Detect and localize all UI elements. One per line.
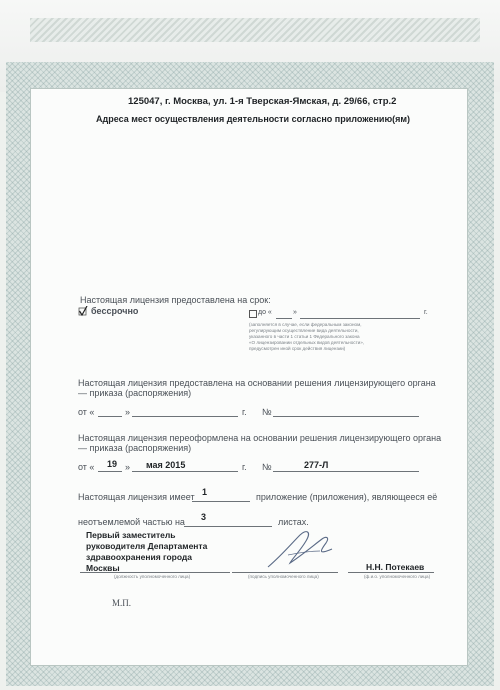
reissue-line2: — приказа (распоряжения) xyxy=(78,443,192,453)
signatory-name: Н.Н. Потекаев xyxy=(366,562,425,572)
reissue-number: 277-Л xyxy=(304,460,329,470)
name-line xyxy=(348,572,434,573)
reissue-day: 19 xyxy=(107,459,118,469)
caption-position: (должность уполномоченного лица) xyxy=(114,574,191,579)
signatory-position-2: руководителя Департамента xyxy=(86,541,208,551)
appendix-text-after: приложение (приложения), являющееся её xyxy=(256,492,438,502)
term-year-suffix: г. xyxy=(424,309,428,316)
term-until-prefix: до « xyxy=(258,309,272,316)
reissue-month-year: мая 2015 xyxy=(146,460,186,470)
stamp-place: М.П. xyxy=(112,598,132,608)
signatory-position-3: здравоохранения города xyxy=(86,552,193,562)
basis-quote-close: » xyxy=(125,407,131,417)
term-note-1: (заполняется в случае, если федеральным законом, xyxy=(249,322,362,327)
reissue-quote-close: » xyxy=(125,462,131,472)
basis-line1: Настоящая лицензия предоставлена на основании решения лицензирующего органа xyxy=(78,378,436,388)
term-note-2: регулирующим осуществление вида деятельности, xyxy=(249,328,359,333)
term-quote-close: » xyxy=(293,309,297,316)
basis-number-line xyxy=(273,416,419,417)
appendix-line2-before: неотъемлемой частью на xyxy=(78,517,185,527)
term-note-3: указанного в части 1 статьи 1 Федерального закона xyxy=(249,334,360,339)
reissue-month-line xyxy=(132,471,238,472)
caption-name: (ф.и.о. уполномоченного лица) xyxy=(364,574,431,579)
appendix-count: 1 xyxy=(202,487,208,497)
term-note-5: предусмотрен иной срок действия лицензии) xyxy=(249,346,346,351)
term-label: Настоящая лицензия предоставлена на срок: xyxy=(80,295,271,305)
appendix-line2-after: листах. xyxy=(278,517,309,527)
checkmark-icon xyxy=(78,306,88,317)
basis-year-suffix: г. xyxy=(242,407,247,417)
reissue-day-line xyxy=(98,471,122,472)
caption-signature: (подпись уполномоченного лица) xyxy=(248,574,319,579)
basis-day-line xyxy=(98,416,122,417)
term-day-line xyxy=(276,318,292,319)
address-heading: Адреса мест осуществления деятельности согласно приложению(ям) xyxy=(96,114,411,124)
signature-line xyxy=(232,572,338,573)
basis-line2: — приказа (распоряжения) xyxy=(78,388,192,398)
guilloche-band xyxy=(30,18,480,42)
basis-from: от « xyxy=(78,407,95,417)
position-line xyxy=(80,572,230,573)
appendix-count-line xyxy=(192,501,250,502)
term-until-checkbox xyxy=(249,310,257,318)
term-unlimited: бессрочно xyxy=(91,306,139,316)
appendix-sheets-line xyxy=(184,526,272,527)
term-month-line xyxy=(300,318,420,319)
appendix-text-before: Настоящая лицензия имеет xyxy=(78,492,195,502)
document-body xyxy=(30,88,468,666)
reissue-number-sign: № xyxy=(262,462,272,472)
basis-month-line xyxy=(132,416,238,417)
reissue-year-suffix: г. xyxy=(242,462,247,472)
reissue-line1: Настоящая лицензия переоформлена на основании решения лицензирующего органа xyxy=(78,433,442,443)
signatory-position-4: Москвы xyxy=(86,563,120,573)
term-note-4: «О лицензировании отдельных видов деятельности», xyxy=(249,340,365,345)
reissue-from: от « xyxy=(78,462,95,472)
signatory-position-1: Первый заместитель xyxy=(86,530,176,540)
appendix-sheets: 3 xyxy=(201,512,207,522)
handwritten-signature xyxy=(262,525,342,575)
basis-number-sign: № xyxy=(262,407,272,417)
address-line: 125047, г. Москва, ул. 1-я Тверская-Ямская, д. 29/66, стр.2 xyxy=(128,96,397,107)
reissue-number-line xyxy=(273,471,419,472)
